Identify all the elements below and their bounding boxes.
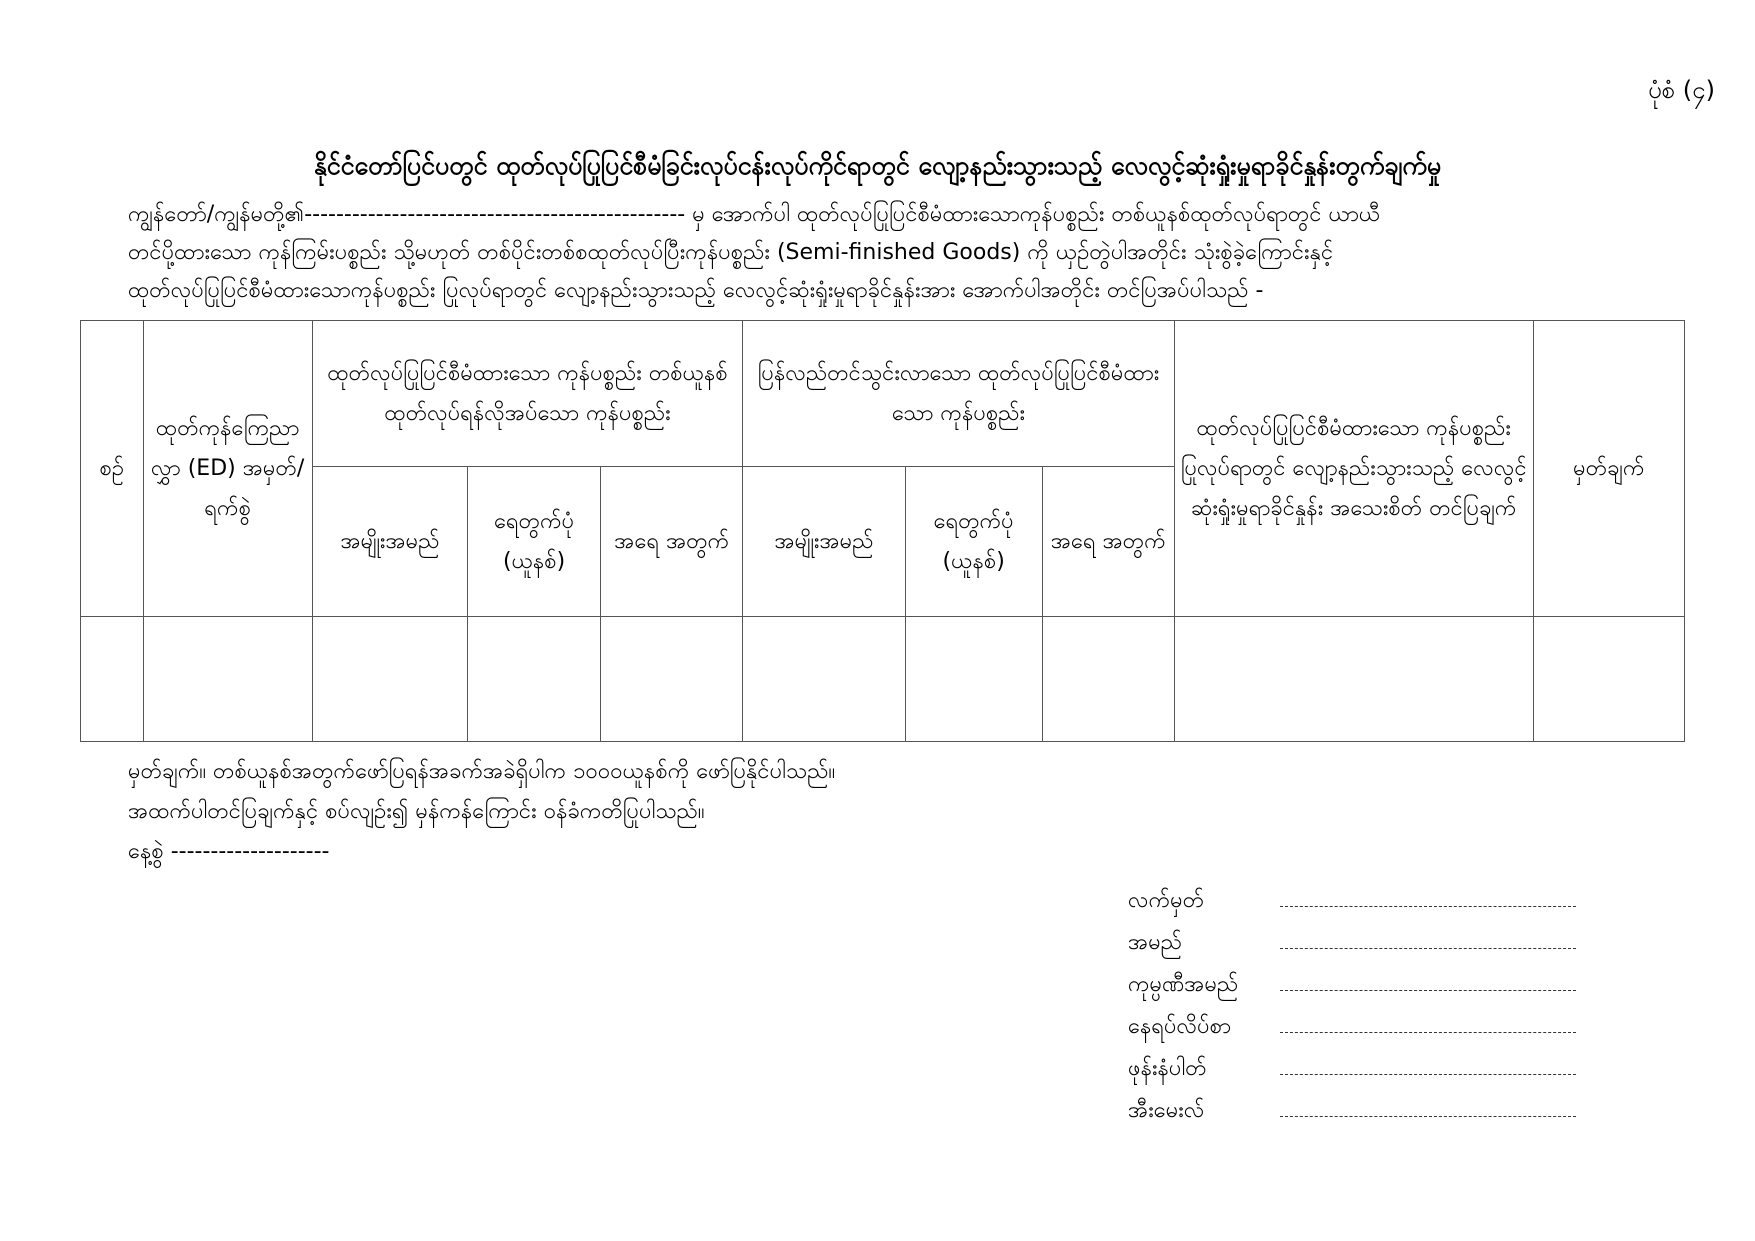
signature-block — [1128, 880, 1576, 1132]
email-label: အီးမေးလ် — [1128, 1097, 1205, 1123]
phone-line[interactable] — [1280, 1074, 1576, 1075]
signature-label: လက်မှတ် — [1128, 887, 1205, 913]
cell-export-declaration[interactable] — [143, 617, 312, 742]
name-label: အမည် — [1128, 929, 1183, 955]
header-serial: စဉ် — [81, 321, 144, 617]
header-required-unit: ရေတွက်ပုံ (ယူနစ်) — [468, 467, 601, 617]
address-line[interactable] — [1280, 1032, 1576, 1033]
cell-required-type[interactable] — [312, 617, 467, 742]
company-label: ကုမ္ပဏီအမည် — [1128, 971, 1239, 997]
note-unit: မှတ်ချက်။ တစ်ယူနစ်အတွက်ဖော်ပြရန်အခက်အခဲရှိပါက ၁၀၀၀ယူနစ်ကို ဖော်ပြနိုင်ပါသည်။ — [128, 759, 836, 784]
name-line[interactable] — [1280, 948, 1576, 949]
header-reimported-type: အမျိုးအမည် — [743, 467, 905, 617]
header-remarks: မှတ်ချက် — [1533, 321, 1684, 617]
note-declaration: အထက်ပါတင်ပြချက်နှင့် စပ်လျဉ်း၍ မှန်ကန်ကြောင်း ဝန်ခံကတိပြုပါသည်။ — [128, 799, 705, 824]
cell-required-qty[interactable] — [601, 617, 743, 742]
table-row — [81, 617, 1685, 742]
signature-row — [1128, 880, 1576, 922]
header-group-reimported: ပြန်လည်တင်သွင်းလာသော ထုတ်လုပ်ပြုပြင်စီမံထားသော ကုန်ပစ္စည်း — [743, 321, 1174, 467]
intro-line-2: တင်ပို့ထားသော ကုန်ကြမ်းပစ္စည်း သို့မဟုတ် တစ်ပိုင်းတစ်စထုတ်လုပ်ပြီးကုန်ပစ္စည်း (Semi-finished Goods) ကို ယှဉ်တွဲပါအတိုင်း သုံးစွဲခဲ့ကြောင်းနှင့် — [128, 240, 1334, 265]
notes-section — [128, 752, 835, 872]
header-reimported-unit: ရေတွက်ပုံ (ယူနစ်) — [905, 467, 1042, 617]
intro-line-1: ကျွန်တော်/ကျွန်မတို့၏------------------------------------------------ မှ အောက်ပါ ထုတ်လုပ်ပြုပြင်စီမံထားသောကုန်ပစ္စည်း တစ်ယူနစ်ထုတ်လုပ်ရာတွင် ယာယီ — [128, 202, 1381, 227]
calculation-table — [80, 320, 1685, 742]
address-label: နေရပ်လိပ်စာ — [1128, 1013, 1232, 1039]
cell-reimported-unit[interactable] — [905, 617, 1042, 742]
phone-row — [1128, 1048, 1576, 1090]
email-line[interactable] — [1280, 1116, 1576, 1117]
intro-line-3: ထုတ်လုပ်ပြုပြင်စီမံထားသောကုန်ပစ္စည်း ပြုလုပ်ရာတွင် လျော့နည်းသွားသည့် လေလွင့်ဆုံးရှုံးမှုရာခိုင်နှုန်းအား အောက်ပါအတိုင်း တင်ပြအပ်ပါသည် - — [128, 278, 1264, 303]
form-number: ပုံစံ (၄) — [1647, 76, 1715, 104]
header-export-declaration: ထုတ်ကုန်ကြေညာလွှာ (ED) အမှတ်/ရက်စွဲ — [143, 321, 312, 617]
phone-label: ဖုန်းနံပါတ် — [1128, 1055, 1207, 1081]
cell-reimported-type[interactable] — [743, 617, 905, 742]
cell-remarks[interactable] — [1533, 617, 1684, 742]
header-waste-detail: ထုတ်လုပ်ပြုပြင်စီမံထားသော ကုန်ပစ္စည်း ပြုလုပ်ရာတွင် လျော့နည်းသွားသည့် လေလွင့် ဆုံးရှုံးမှုရာခိုင်နှုန်း အသေးစိတ် တင်ပြချက် — [1174, 321, 1533, 617]
intro-paragraph — [128, 196, 1688, 310]
header-group-required: ထုတ်လုပ်ပြုပြင်စီမံထားသော ကုန်ပစ္စည်း တစ်ယူနစ် ထုတ်လုပ်ရန်လိုအပ်သော ကုန်ပစ္စည်း — [312, 321, 742, 467]
cell-required-unit[interactable] — [468, 617, 601, 742]
company-line[interactable] — [1280, 990, 1576, 991]
name-row — [1128, 922, 1576, 964]
signature-line[interactable] — [1280, 906, 1576, 907]
header-reimported-qty: အရေ အတွက် — [1042, 467, 1174, 617]
cell-reimported-qty[interactable] — [1042, 617, 1174, 742]
header-required-type: အမျိုးအမည် — [312, 467, 467, 617]
header-required-qty: အရေ အတွက် — [601, 467, 743, 617]
cell-waste-detail[interactable] — [1174, 617, 1533, 742]
company-row — [1128, 964, 1576, 1006]
page-title: နိုင်ငံတော်ပြင်ပတွင် ထုတ်လုပ်ပြုပြင်စီမံခြင်းလုပ်ငန်းလုပ်ကိုင်ရာတွင် လျော့နည်းသွားသည့် လေလွင့်ဆုံးရှုံးမှုရာခိုင်နှုန်းတွက်ချက်မှု — [313, 151, 1442, 180]
address-row — [1128, 1006, 1576, 1048]
cell-serial[interactable] — [81, 617, 144, 742]
date-field[interactable]: နေ့စွဲ -------------------- — [128, 839, 330, 864]
email-row — [1128, 1090, 1576, 1132]
